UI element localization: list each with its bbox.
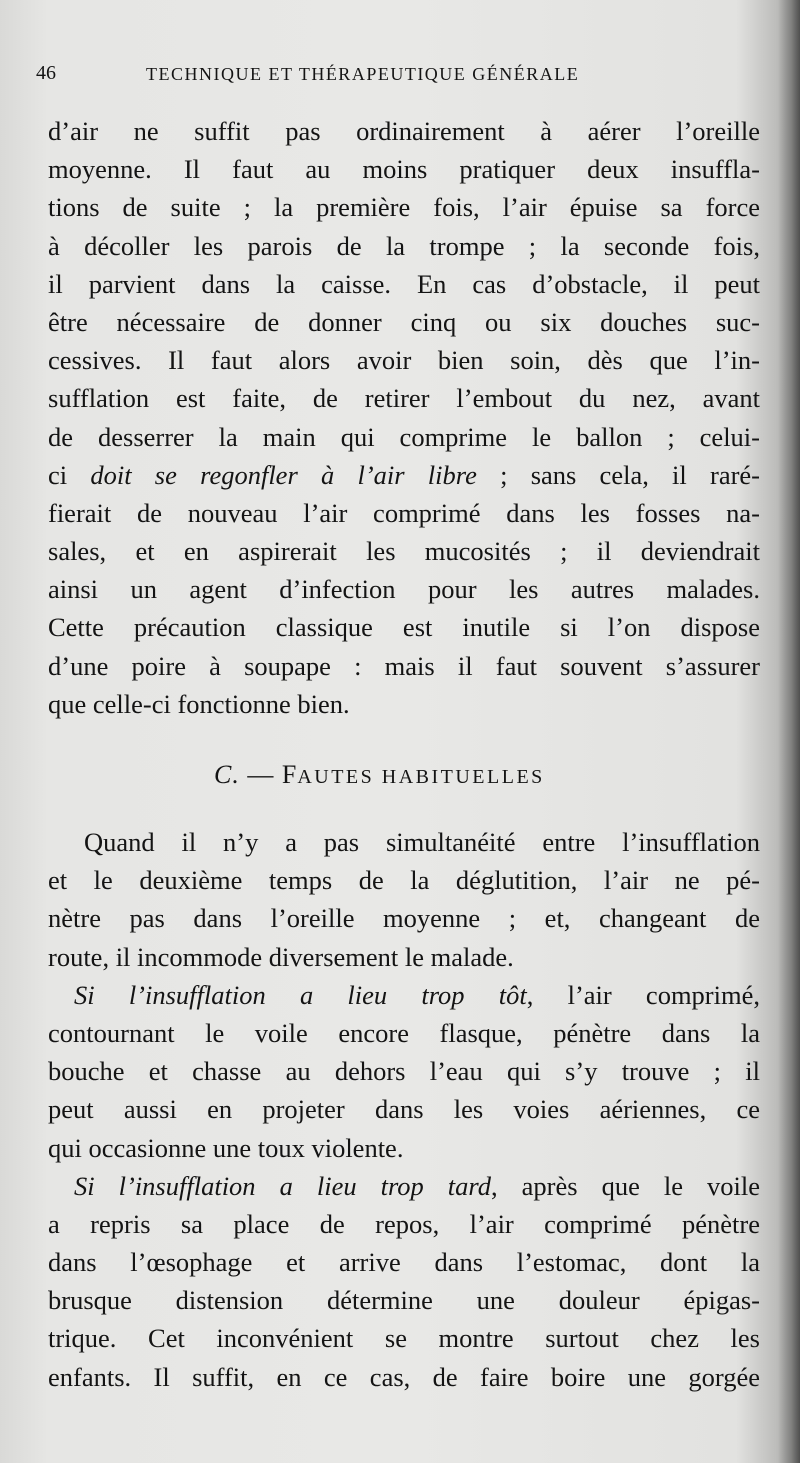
section-initial: F [281, 760, 298, 789]
text-line: d’air ne suffit pas ordinairement à aérer l’oreille [48, 116, 760, 146]
text-line: brusque distension détermine une douleur épigas- [48, 1285, 760, 1316]
running-title: TECHNIQUE ET THÉRAPEUTIQUE GÉNÉRALE [146, 64, 580, 84]
text-line: Quand il n’y a pas simultanéité entre l’insufflation [84, 827, 760, 857]
text-line: qui occasionne une toux violente. [48, 1132, 404, 1163]
text-line: a repris sa place de repos, l’air comprimé pénètre [48, 1208, 760, 1239]
text-line [48, 456, 760, 494]
text-line: être nécessaire de donner cinq ou six douches suc- [48, 306, 760, 337]
section-title: AUTES HABITUELLES [297, 766, 545, 788]
text-line: moyenne. Il faut au moins pratiquer deux insuffla- [48, 154, 760, 185]
text-line: route, il incommode diversement le malade. [48, 941, 514, 972]
page-body [48, 112, 760, 1396]
text-line: dans l’œsophage et arrive dans l’estomac, dont la [48, 1247, 760, 1278]
paragraph-2 [48, 823, 760, 976]
text-line [48, 1167, 760, 1205]
text-line: Cette précaution classique est inutile si l’on dispose [48, 612, 760, 643]
text-line: nètre pas dans l’oreille moyenne ; et, changeant de [48, 903, 760, 934]
paragraph-4 [48, 1167, 760, 1396]
text-line: bouche et chasse au dehors l’eau qui s’y trouve ; il [48, 1056, 760, 1087]
text-run: ci [48, 459, 91, 490]
text-line: de desserrer la main qui comprime le ballon ; celui- [48, 421, 760, 452]
text-line: tions de suite ; la première fois, l’air épuise sa force [48, 192, 760, 223]
page-header [36, 62, 736, 92]
text-line: sufflation est faite, de retirer l’embout du nez, avant [48, 383, 760, 414]
text-run: , l’air comprimé, [526, 979, 760, 1010]
section-heading [48, 745, 760, 805]
text-line [48, 976, 760, 1014]
section-letter: C. [214, 760, 240, 789]
italic-run: Si l’insufflation a lieu trop tard [74, 1170, 491, 1201]
text-line: trique. Cet inconvénient se montre surtout chez les [48, 1323, 760, 1354]
italic-run: Si l’insufflation a lieu trop tôt [74, 979, 527, 1010]
text-line: que celle-ci fonctionne bien. [48, 688, 350, 719]
text-line: et le deuxième temps de la déglutition, l’air ne pé- [48, 865, 760, 896]
text-run: , après que le voile [491, 1170, 760, 1201]
text-line: il parvient dans la caisse. En cas d’obstacle, il peut [48, 268, 760, 299]
text-line: contournant le voile encore flasque, pénètre dans la [48, 1017, 760, 1048]
page-number: 46 [36, 62, 56, 84]
text-line: à décoller les parois de la trompe ; la seconde fois, [48, 230, 760, 261]
italic-run: doit se regonfler à l’air libre [90, 459, 477, 490]
text-line: ainsi un agent d’infection pour les autres malades. [48, 574, 760, 605]
text-line: enfants. Il suffit, en ce cas, de faire boire une gorgée [48, 1361, 760, 1392]
text-line: sales, et en aspirerait les mucosités ; il deviendrait [48, 536, 760, 567]
section-dash: — [239, 760, 282, 789]
paragraph-1 [48, 112, 760, 723]
text-line: cessives. Il faut alors avoir bien soin, dès que l’in- [48, 345, 760, 376]
page-edge-shadow [778, 0, 800, 1463]
text-line: d’une poire à soupape : mais il faut souvent s’assurer [48, 650, 760, 681]
paragraph-3 [48, 976, 760, 1167]
text-line: fierait de nouveau l’air comprimé dans les fosses na- [48, 497, 760, 528]
text-line: peut aussi en projeter dans les voies aériennes, ce [48, 1094, 760, 1125]
text-run: ; sans cela, il raré- [476, 459, 761, 490]
